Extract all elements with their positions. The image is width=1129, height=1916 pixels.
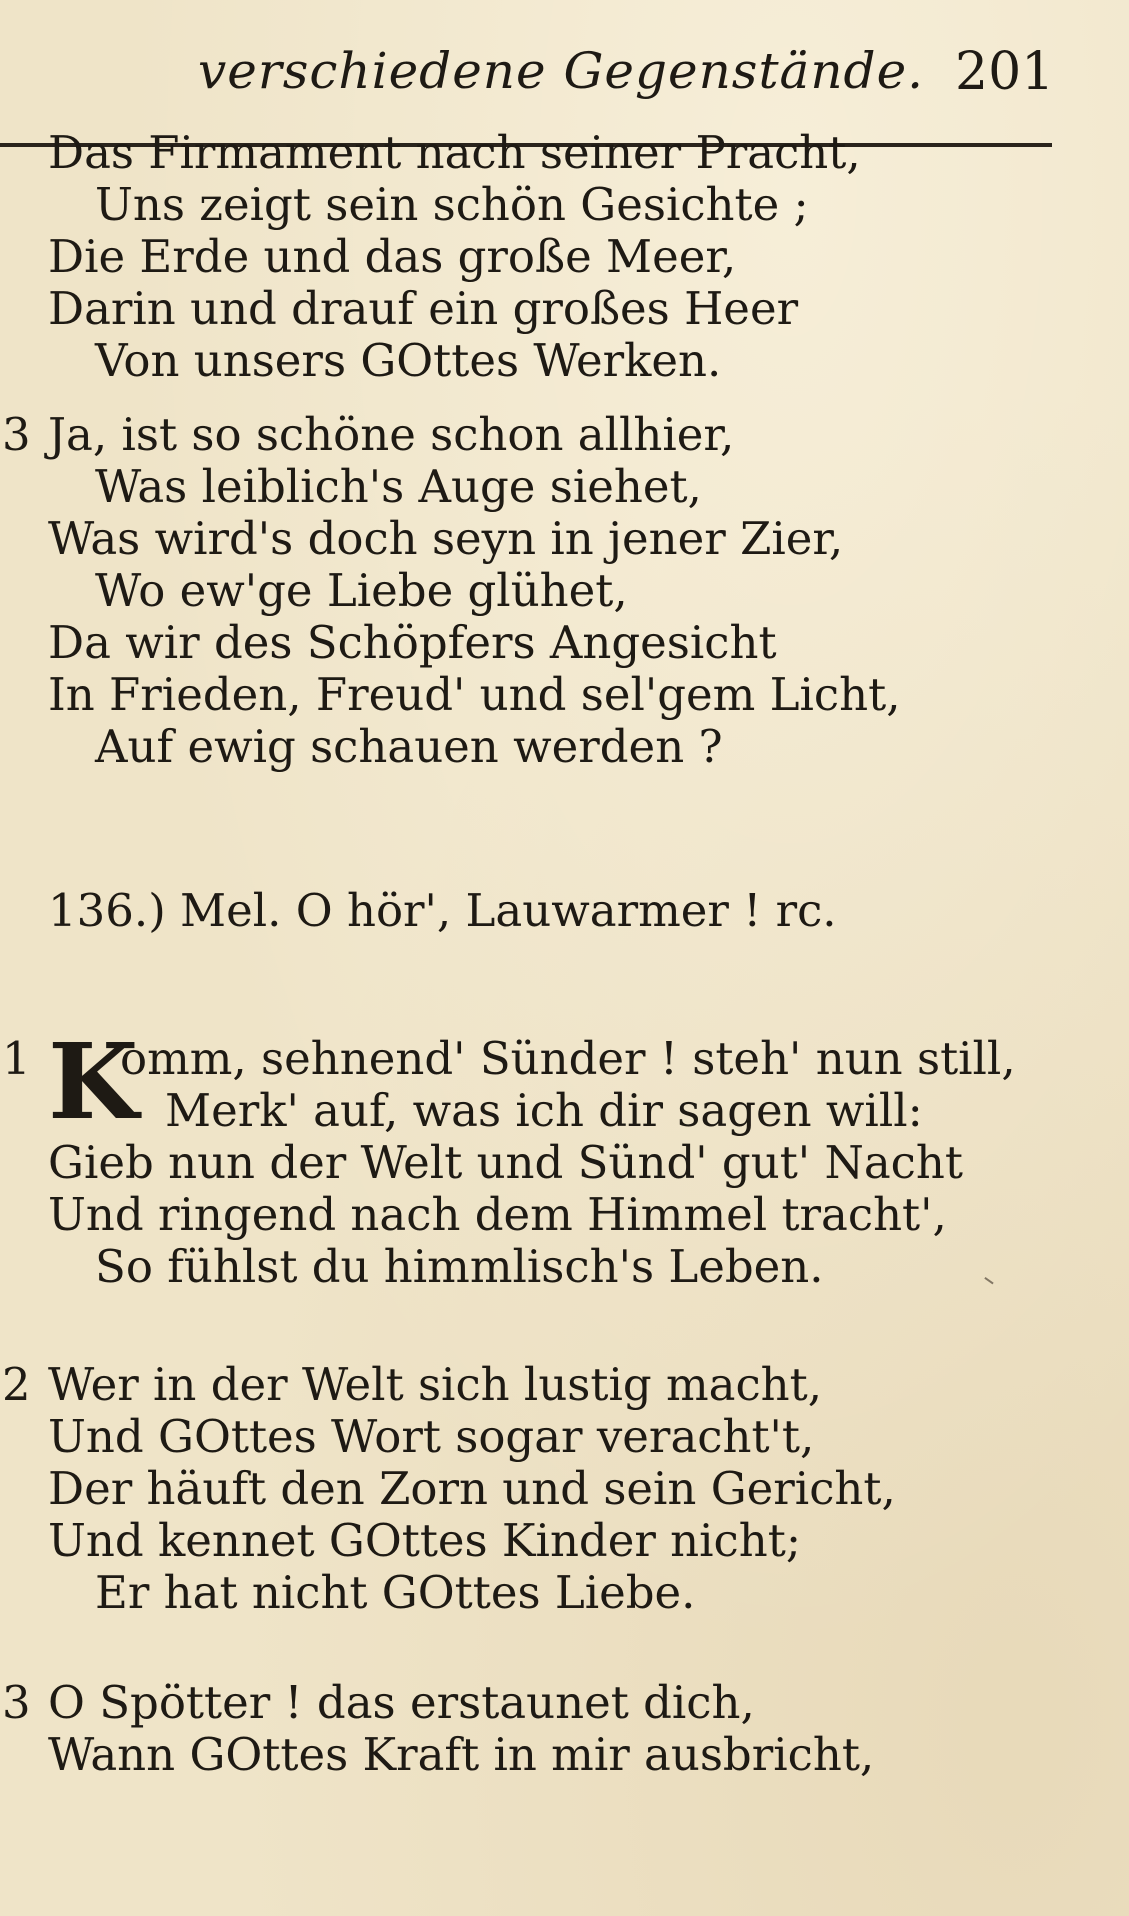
ink-mark (984, 1266, 1001, 1285)
stanza-number: 1 (2, 1032, 31, 1085)
running-title: verschiedene Gegenstände. (198, 42, 925, 100)
verse-line: So fühlst du himmlisch's Leben. (95, 1240, 824, 1293)
verse-line: Und GOttes Wort sogar veracht't, (48, 1410, 815, 1463)
verse-line: Da wir des Schöpfers Angesicht (48, 616, 777, 669)
verse-line: Wo ew'ge Liebe glühet, (95, 564, 628, 617)
verse-line: Auf ewig schauen werden ? (95, 720, 723, 773)
verse-line: Von unsers GOttes Werken. (95, 334, 722, 387)
verse-line: Die Erde und das große Meer, (48, 230, 737, 283)
verse-line: In Frieden, Freud' und sel'gem Licht, (48, 668, 901, 721)
verse-line: omm, sehnend' Sünder ! steh' nun still, (120, 1032, 1016, 1085)
verse-line: Was leiblich's Auge siehet, (95, 460, 702, 513)
verse-line: Uns zeigt sein schön Gesichte ; (95, 178, 809, 231)
verse-line: Wann GOttes Kraft in mir ausbricht, (48, 1728, 875, 1781)
page-header (0, 30, 1060, 115)
drop-cap: K (48, 1020, 139, 1143)
page-number: 201 (955, 42, 1055, 102)
verse-line: Darin und drauf ein großes Heer (48, 282, 799, 335)
verse-line: Was wird's doch seyn in jener Zier, (48, 512, 844, 565)
verse-line: O Spötter ! das erstaunet dich, (48, 1676, 755, 1729)
verse-line: Und kennet GOttes Kinder nicht; (48, 1514, 801, 1567)
stanza-number: 2 (2, 1358, 31, 1411)
verse-line: Wer in der Welt sich lustig macht, (48, 1358, 823, 1411)
stanza-number: 3 (2, 1676, 31, 1729)
verse-line: Und ringend nach dem Himmel tracht', (48, 1188, 947, 1241)
verse-line: Er hat nicht GOttes Liebe. (95, 1566, 696, 1619)
verse-line: Das Firmament nach seiner Pracht, (48, 126, 861, 179)
verse-line: Der häuft den Zorn und sein Gericht, (48, 1462, 896, 1515)
verse-line: Gieb nun der Welt und Sünd' gut' Nacht (48, 1136, 963, 1189)
verse-line: Merk' auf, was ich dir sagen will: (165, 1084, 923, 1137)
hymn-heading: 136.) Mel. O hör', Lauwarmer ! rc. (48, 884, 837, 937)
verse-line: Ja, ist so schöne schon allhier, (48, 408, 735, 461)
stanza-number: 3 (2, 408, 31, 461)
